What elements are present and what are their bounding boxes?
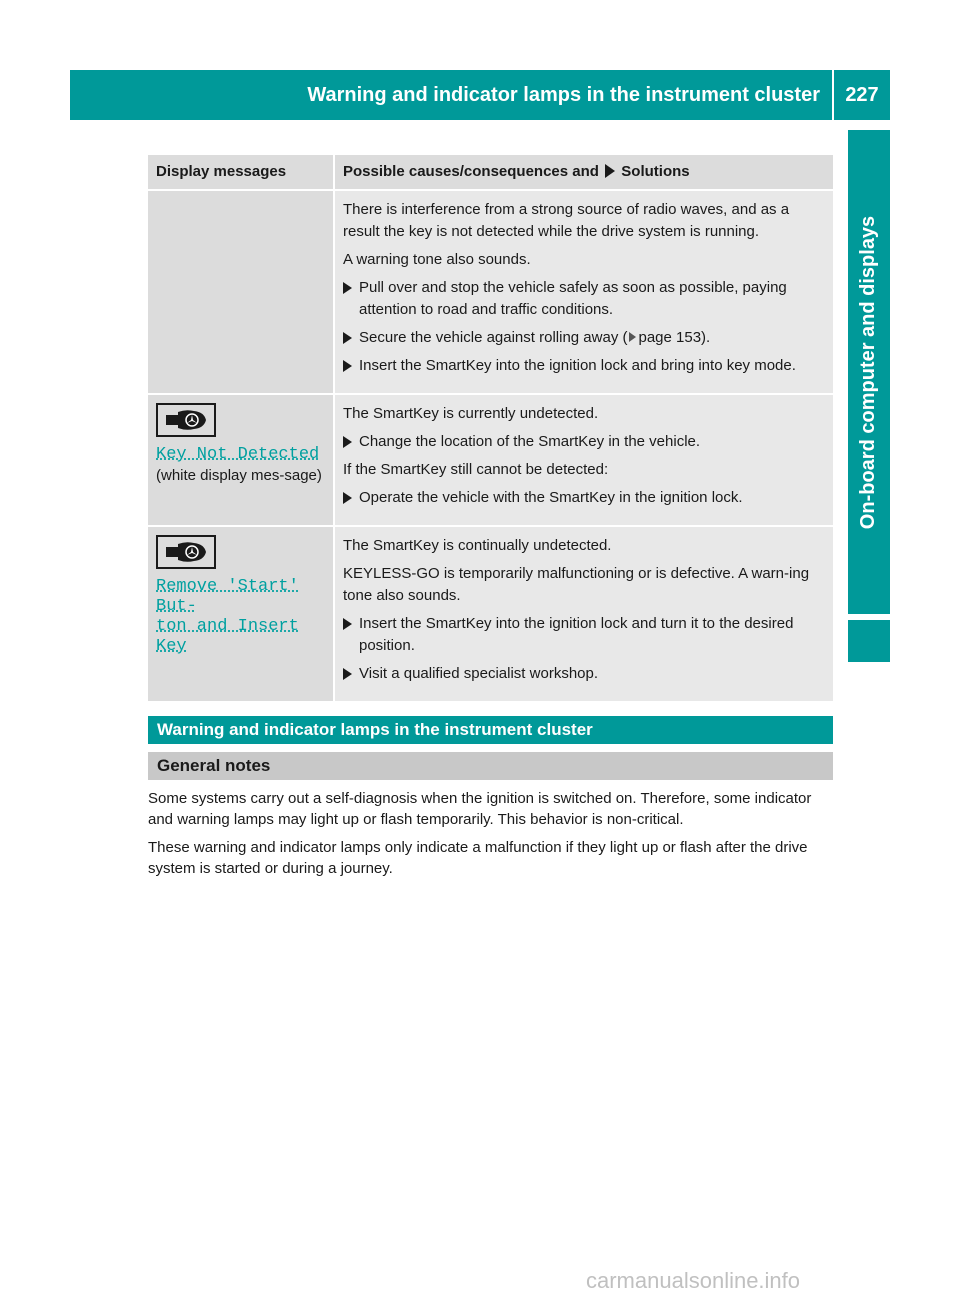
step-text: Change the location of the SmartKey in the vehicle. (359, 433, 701, 450)
display-messages-table (148, 155, 833, 703)
causes-cell (333, 395, 833, 525)
body-paragraph: These warning and indicator lamps only indicate a malfunction if they light up or flash after the drive system is started or during a journey. (148, 839, 808, 877)
step-text: Visit a qualified specialist workshop. (359, 665, 599, 682)
step-arrow-icon (343, 327, 359, 349)
cause-text: A warning tone also sounds. (343, 251, 531, 268)
table-row (148, 191, 833, 395)
cause-text: The SmartKey is currently undetected. (343, 405, 599, 422)
section-body (148, 788, 838, 886)
step-arrow-icon (343, 487, 359, 509)
page-reference-icon (629, 332, 636, 342)
side-chapter-tab (848, 130, 890, 614)
side-marker (848, 620, 890, 662)
step-arrow-icon (343, 431, 359, 453)
page-number-box (834, 70, 890, 120)
smartkey-icon (156, 403, 216, 437)
subsection-heading: General notes (148, 752, 833, 780)
step-arrow-icon (343, 663, 359, 685)
causes-cell (333, 191, 833, 393)
page-header-title: Warning and indicator lamps in the instrument cluster (307, 83, 820, 106)
solution-step (343, 327, 827, 349)
page-header (70, 70, 832, 120)
body-paragraph: Some systems carry out a self-diagnosis when the ignition is switched on. Therefore, some indicator and warning lamps may light up or flash temporarily. This behavior is non-critical. (148, 790, 812, 828)
step-text: Insert the SmartKey into the ignition lock and bring into key mode. (359, 357, 796, 374)
column-header-display: Display messages (148, 155, 333, 189)
step-text: Insert the SmartKey into the ignition lock and turn it to the desired position. (359, 615, 794, 654)
table-header-row (148, 155, 833, 191)
display-cell (148, 527, 333, 701)
solution-step (343, 431, 827, 453)
page-number: 227 (845, 83, 879, 106)
cause-text: If the SmartKey still cannot be detected: (343, 461, 609, 478)
solution-step (343, 355, 827, 377)
step-arrow-icon (343, 613, 359, 657)
step-arrow-icon (343, 277, 359, 321)
section-heading: Warning and indicator lamps in the instrument cluster (148, 716, 833, 744)
column-header-causes-suffix: Solutions (621, 163, 690, 180)
cause-text: There is interference from a strong source of radio waves, and as a result the key is not detected while the drive system is running. (343, 201, 790, 240)
side-chapter-label: On-board computer and displays (857, 215, 880, 529)
column-header-causes (333, 155, 833, 189)
table-row (148, 395, 833, 527)
step-text-prefix: Secure the vehicle against rolling away ( (359, 329, 628, 346)
solution-step (343, 487, 827, 509)
watermark: carmanualsonline.info (586, 1268, 801, 1293)
cause-text: KEYLESS-GO is temporarily malfunctioning or is defective. A warn-ing tone also sounds. (343, 565, 810, 604)
display-cell (148, 395, 333, 525)
solution-step (343, 613, 827, 657)
cause-text: The SmartKey is continually undetected. (343, 537, 612, 554)
table-row (148, 527, 833, 703)
solution-step (343, 663, 827, 685)
display-message: Key Not Detected (156, 445, 320, 464)
step-text: Operate the vehicle with the SmartKey in the ignition lock. (359, 489, 743, 506)
step-arrow-icon (343, 355, 359, 377)
page-reference-link[interactable]: page 153). (638, 329, 711, 346)
solution-step (343, 277, 827, 321)
display-note: (white display mes-sage) (156, 467, 322, 484)
step-text (359, 327, 710, 349)
display-cell-empty (148, 191, 333, 393)
column-header-causes-prefix: Possible causes/consequences and (343, 163, 599, 180)
smartkey-icon (156, 535, 216, 569)
causes-cell (333, 527, 833, 701)
display-message-line: ton and Insert Key (156, 617, 299, 656)
display-message-line: Remove 'Start' But‐ (156, 577, 299, 616)
step-text: Pull over and stop the vehicle safely as soon as possible, paying attention to road and traffic conditions. (359, 279, 787, 318)
solution-arrow-icon (605, 164, 615, 178)
